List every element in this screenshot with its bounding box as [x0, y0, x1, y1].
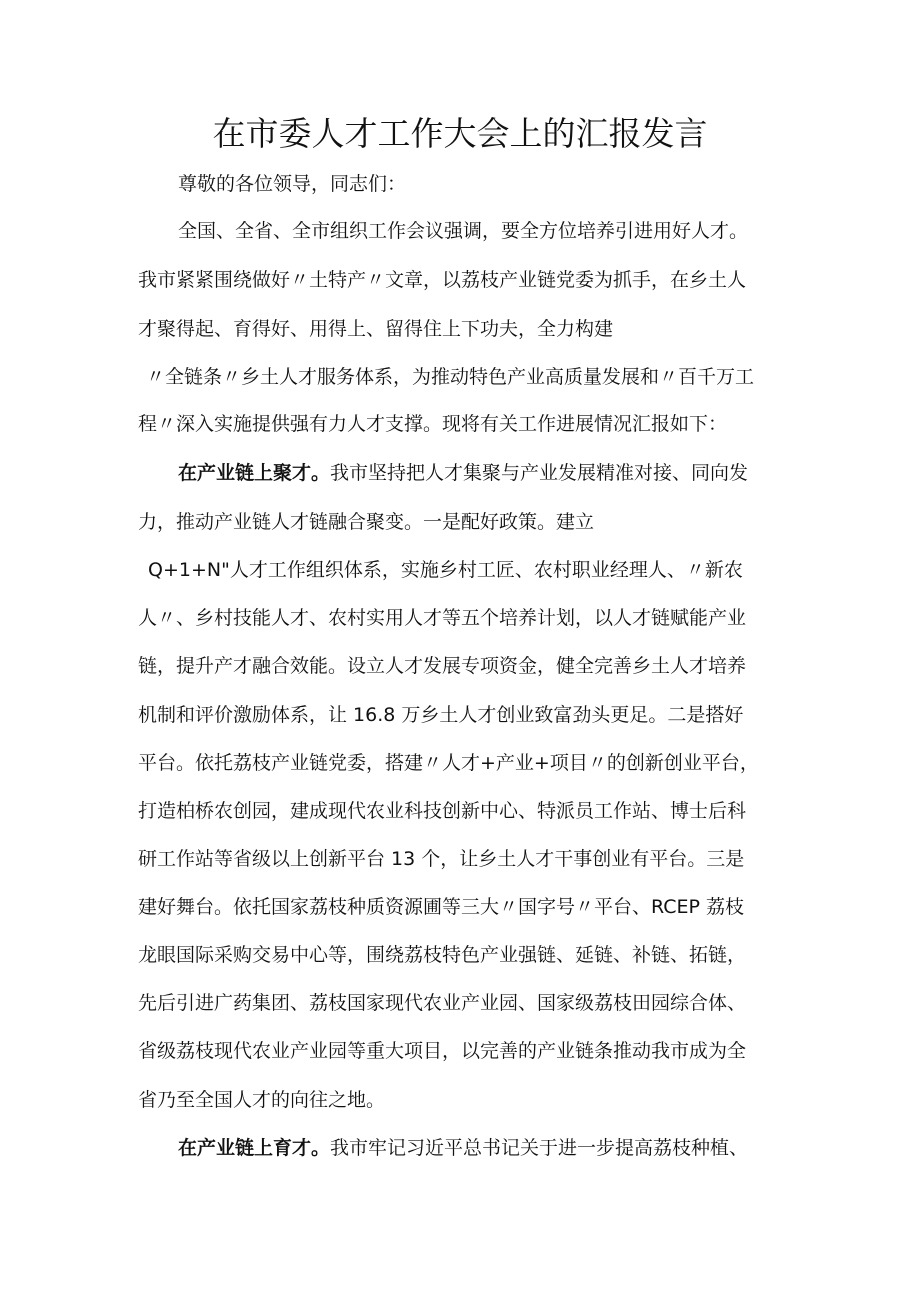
section1-first-line-text: 我市坚持把人才集聚与产业发展精准对接、同向发: [330, 462, 749, 484]
section1-line-1: 力，推动产业链人才链融合聚变。一是配好政策。建立: [138, 511, 595, 533]
section1-line-2: Q+1+N"人才工作组织体系，实施乡村工匠、农村职业经理人、〃新农: [148, 559, 743, 581]
section1-line-4: 链，提升产才融合效能。设立人才发展专项资金，健全完善乡土人才培养: [138, 655, 747, 677]
section2-first-line-text: 我市牢记习近平总书记关于进一步提高荔枝种植、: [330, 1137, 749, 1159]
section1-first-line: [178, 460, 748, 486]
salutation: 尊敬的各位领导，同志们：: [178, 173, 407, 195]
section2-heading: 在产业链上育才。: [178, 1137, 331, 1159]
section1-heading: 在产业链上聚才。: [178, 462, 331, 484]
intro-line-3: 才聚得起、育得好、用得上、留得住上下功夫，全力构建: [138, 318, 614, 340]
section1-line-6: 平台。依托荔枝产业链党委，搭建〃人才+产业+项目〃的创新创业平台，: [138, 752, 759, 774]
section1-line-3: 人〃、乡村技能人才、农村实用人才等五个培养计划，以人才链赋能产业: [138, 607, 747, 629]
section1-line-5: 机制和评价激励体系，让 16.8 万乡土人才创业致富劲头更足。二是搭好: [138, 704, 744, 726]
section2-first-line: [178, 1135, 748, 1161]
intro-line-1: 全国、全省、全市组织工作会议强调，要全方位培养引进用好人才。: [178, 220, 749, 242]
section1-line-10: 龙眼国际采购交易中心等，围绕荔枝特色产业强链、延链、补链、拓链，: [138, 944, 747, 966]
section1-line-9: 建好舞台。依托国家荔枝种质资源圃等三大〃国字号〃平台、RCEP 荔枝: [138, 896, 745, 918]
section1-line-13: 省乃至全国人才的向往之地。: [138, 1089, 386, 1111]
section1-line-7: 打造柏桥农创园，建成现代农业科技创新中心、特派员工作站、博士后科: [138, 800, 747, 822]
section1-line-12: 省级荔枝现代农业产业园等重大项目，以完善的产业链条推动我市成为全: [138, 1040, 747, 1062]
intro-line-2: 我市紧紧围绕做好〃土特产〃文章，以荔枝产业链党委为抓手，在乡土人: [138, 269, 747, 291]
document-title: 在市委人才工作大会上的汇报发言: [212, 114, 708, 153]
section1-line-11: 先后引进广药集团、荔枝国家现代农业产业园、国家级荔枝田园综合体、: [138, 992, 747, 1014]
intro-line-4: 〃全链条〃乡土人才服务体系，为推动特色产业高质量发展和〃百千万工: [146, 366, 755, 388]
section1-line-8: 研工作站等省级以上创新平台 13 个，让乡土人才干事创业有平台。三是: [138, 848, 745, 870]
intro-line-5: 程〃深入实施提供强有力人才支撑。现将有关工作进展情况汇报如下：: [138, 413, 728, 435]
